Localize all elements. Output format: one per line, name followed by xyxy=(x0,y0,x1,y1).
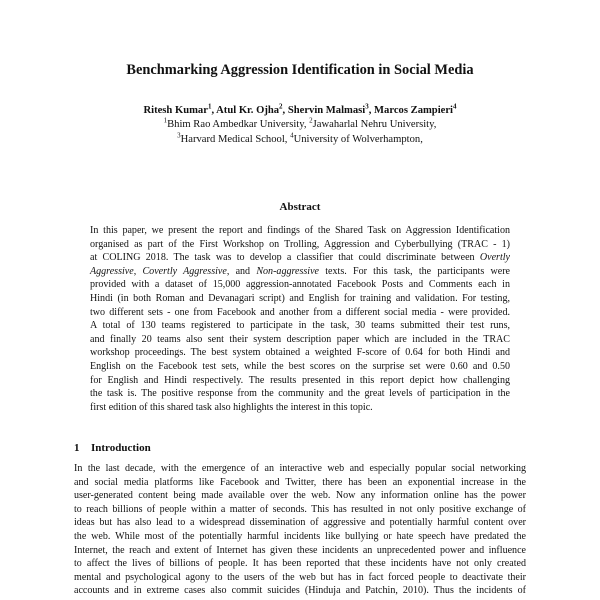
author-mark: 2 xyxy=(279,102,283,111)
italic-term: Non-aggressive xyxy=(256,265,320,277)
author-separator: , xyxy=(368,105,375,116)
paper-title: Benchmarking Aggression Identification in Social Media xyxy=(126,62,474,78)
abstract-line: A total of 130 teams registered to participate in the task, 30 teams submitted their test runs, xyxy=(90,320,510,332)
affiliation-line xyxy=(0,118,600,132)
abstract-line-text: texts. For this task, the participants were xyxy=(319,265,510,277)
abstract-line: workshop proceedings. The best system obtained a weighted F-score of 0.64 for both Hindi and xyxy=(90,347,510,359)
abstract-line xyxy=(90,265,510,279)
abstract-text xyxy=(90,224,510,414)
author-mark: 3 xyxy=(365,102,369,111)
author-mark: 4 xyxy=(453,102,457,111)
intro-line: ideas but has also lead to a widespread dissemination of aggressive and potentially harmful content over xyxy=(74,517,526,529)
author-list xyxy=(0,104,600,118)
abstract-line-text: at COLING 2018. The task was to develop a classifier that could discriminate between xyxy=(90,252,480,264)
italic-term: Overtly xyxy=(479,252,510,264)
intro-line: user-generated content being made available over the web. Now any information online has the power xyxy=(74,490,526,502)
affiliation-mark: 1 xyxy=(163,116,168,125)
affiliation: Harvard Medical School, xyxy=(180,134,291,145)
italic-term: Covertly Aggressive xyxy=(142,265,227,277)
author-name: Marcos Zampieri xyxy=(374,105,453,116)
italic-term: Aggressive xyxy=(90,265,134,277)
abstract-line-text: , and xyxy=(226,265,257,277)
affiliation: University of Wolverhampton, xyxy=(293,134,423,145)
abstract-line: provided with a dataset of 15,000 aggression-annotated Facebook Posts and Comments each in xyxy=(90,279,510,291)
abstract-line: In this paper, we present the report and findings of the Shared Task on Aggression Identification xyxy=(90,225,510,236)
affiliation-line xyxy=(0,133,600,147)
author-name: Shervin Malmasi xyxy=(287,105,366,116)
abstract-line: for English and Hindi respectively. The results presented in this report depict how challenging xyxy=(90,374,510,386)
author-mark: 1 xyxy=(207,102,212,111)
abstract-line xyxy=(90,251,510,265)
affiliation-mark: 3 xyxy=(177,131,181,140)
abstract-line: first edition of this shared task also highlights the interest in this topic. xyxy=(90,401,373,413)
author-separator: , xyxy=(282,105,288,116)
abstract-line: the task is. The positive response from the community and the great levels of participation in the xyxy=(90,388,510,400)
intro-line: accounts and in extreme cases also commit suicides (Hinduja and Patchin, 2010). Thus the incidents of xyxy=(74,585,526,597)
abstract-line: and finally 20 teams also sent their system description paper which are included in the TRAC xyxy=(90,333,510,345)
abstract-line: English on the Facebook test sets, while the best scores on the surprise set were 0.60 and 0.50 xyxy=(90,360,510,372)
abstract-heading: Abstract xyxy=(279,201,321,213)
intro-line: In the last decade, with the emergence of an interactive web and especially popular social networking xyxy=(74,463,526,474)
introduction-text xyxy=(74,462,526,598)
affiliation-mark: 2 xyxy=(309,116,313,125)
affiliation-mark: 4 xyxy=(290,131,294,140)
affiliation: Bhim Rao Ambedkar University, xyxy=(167,119,310,130)
section-heading-introduction xyxy=(74,441,151,455)
intro-line: mental and psychological agony to the users of the web but has in fact forced people to deactivate their xyxy=(74,571,526,583)
abstract-line: organised as part of the First Workshop on Trolling, Aggression and Cyberbullying (TRAC - 1) xyxy=(90,238,510,250)
intro-line: and social media platforms like Facebook and Twitter, there has been an exponential increase in the xyxy=(74,476,526,488)
intro-line: to reach billions of people within a matter of seconds. This has resulted in not only positive exchange of xyxy=(74,503,526,515)
intro-line: the web. While most of the potentially harmful incidents like bullying or hate speech have predated the xyxy=(74,530,526,542)
abstract-line: two different sets - one from Facebook and another from a different social media - were provided. xyxy=(90,306,510,318)
author-name: Ritesh Kumar xyxy=(143,105,208,116)
author-name: Atul Kr. Ojha xyxy=(216,105,280,116)
section-title: Introduction xyxy=(91,442,151,454)
abstract-line-text: , xyxy=(133,265,143,277)
section-number: 1 xyxy=(74,442,80,454)
author-separator: , xyxy=(211,105,217,116)
affiliation: Jawaharlal Nehru University, xyxy=(312,119,437,130)
abstract-line: Hindi (in both Roman and Devanagari script) and English for training and validation. For testing, xyxy=(90,292,510,304)
intro-line: to affect the lives of billions of people. It has been reported that these incidents have not only created xyxy=(74,558,526,570)
intro-line: Internet, the reach and extent of Internet has given these incidents an unprecedented power and influence xyxy=(74,544,526,556)
